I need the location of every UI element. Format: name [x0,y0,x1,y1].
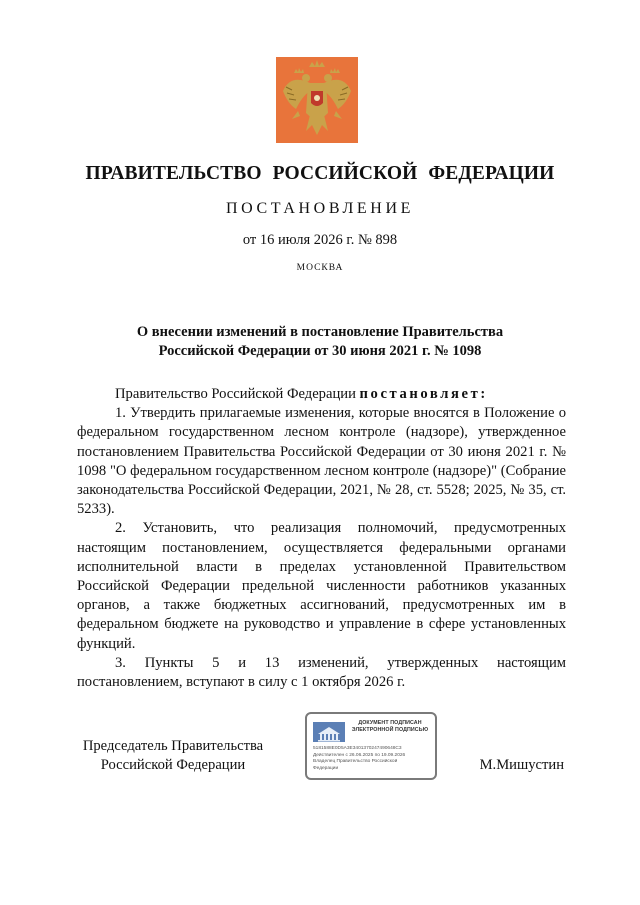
intro-text: Правительство Российской Федерации [115,386,360,402]
government-building-icon [312,720,346,744]
stamp-owner-line-1: Владелец Правительство Российской [313,759,398,765]
stamp-title-line-1: ДОКУМЕНТ ПОДПИСАН [358,720,422,726]
decree-subject [0,323,640,361]
paragraph-3: 3. Пункты 5 и 13 изменений, утвержденных настоящим постановлением, вступают в силу с 1 октября 2026 г. [77,654,566,691]
stamp-certificate: 5181588E0D5A3E3401370247490648C3 [313,746,402,751]
russian-coat-of-arms-icon [276,57,358,143]
decree-body [77,385,566,692]
stamp-validity: Действителен с 26.06.2025 по 19.09.2026 [313,752,406,758]
government-title: ПРАВИТЕЛЬСТВО РОССИЙСКОЙ ФЕДЕРАЦИИ [85,163,555,184]
electronic-signature-stamp [305,712,437,780]
subject-line-1: О внесении изменений в постановление Правительства [136,324,504,340]
signer-position-line-1: Председатель Правительства [82,738,264,754]
intro-paragraph [77,385,566,404]
decree-city: МОСКВА [296,263,344,273]
intro-resolves: постановляет: [359,386,488,402]
signer-position-line-2: Российской Федерации [100,757,246,773]
subject-line-2: Российской Федерации от 30 июня 2021 г. № 1098 [158,343,482,359]
stamp-owner-line-2: Федерации [313,765,339,771]
stamp-details [313,746,435,772]
paragraph-1: 1. Утвердить прилагаемые изменения, которые вносятся в Положение о федеральном государственном лесном контроле (надзоре), утвержденное постановлением Правительства Российской Федерации от 30 июня 2021 г. № 1098 "О федеральном государственном лесном контроле (надзоре)" (Собрание законодательства Российской Федерации, 2021, № 28, ст. 5528; 2025, № 35, ст. 5233). [77,405,566,518]
decree-type: ПОСТАНОВЛЕНИЕ [226,200,414,217]
stamp-title [347,720,433,734]
signer-position [78,737,268,775]
stamp-title-line-2: ЭЛЕКТРОННОЙ ПОДПИСЬЮ [351,727,429,733]
decree-date-number: от 16 июля 2026 г. № 898 [242,232,398,248]
paragraph-2: 2. Установить, что реализация полномочий, предусмотренных настоящим постановлением, осуществляется федеральными органами исполнительной власти в пределах установленной Правительством Российской Федерации предельной численности работников указанных органов, а также бюджетных ассигнований, предусмотренных им в федеральном бюджете на руководство и управление в сфере установленных функций. [77,520,566,652]
signer-name: М.Мишустин [479,757,564,773]
